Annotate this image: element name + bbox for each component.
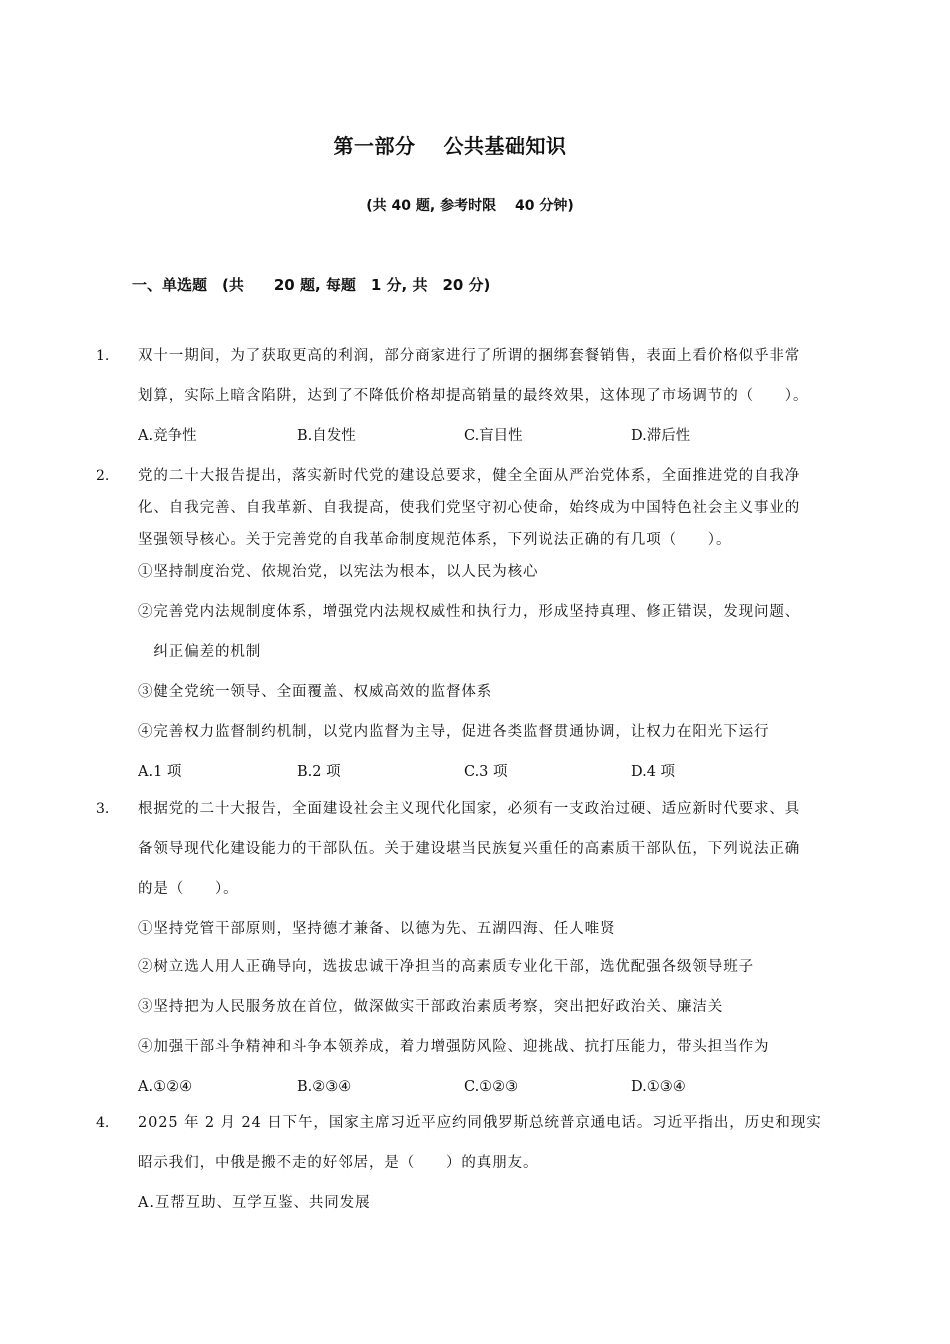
statement-1: ①坚持党管干部原则，坚持德才兼备、以德为先、五湖四海、任人唯贤 — [138, 921, 616, 937]
option-a: A.①②④ — [138, 1079, 193, 1095]
options-row — [138, 416, 838, 456]
part-title: 第一部分 公共基础知识 — [333, 134, 567, 158]
question-text-line: 化、自我完善、自我革新、自我提高，使我们党坚守初心使命，始终成为中国特色社会主义事业的 — [138, 500, 801, 516]
option-d: D.①③④ — [631, 1079, 686, 1095]
question-number: 4. — [96, 1115, 110, 1131]
option-b: B.2 项 — [297, 764, 341, 780]
options-row — [138, 752, 838, 792]
option-a: A.竞争性 — [138, 428, 197, 444]
statement-4: ④加强干部斗争精神和斗争本领养成，着力增强防风险、迎挑战、抗打压能力，带头担当作为 — [138, 1039, 770, 1055]
statement-4: ④完善权力监督制约机制，以党内监督为主导，促进各类监督贯通协调，让权力在阳光下运行 — [138, 724, 770, 740]
statement-2: ②树立选人用人正确导向，选拔忠诚干净担当的高素质专业化干部，选优配强各级领导班子 — [138, 959, 754, 975]
question-text-line: 划算，实际上暗含陷阱，达到了不降低价格却提高销量的最终效果，这体现了市场调节的（ ）。 — [138, 388, 809, 404]
question-text-line: 备领导现代化建设能力的干部队伍。关于建设堪当民族复兴重任的高素质干部队伍，下列说法正确 — [138, 841, 801, 857]
option-b: B.自发性 — [297, 428, 356, 444]
question-number: 2. — [96, 468, 110, 484]
section-heading: 一、单选题 (共 20 题, 每题 1 分, 共 20 分) — [132, 276, 491, 294]
option-a: A.1 项 — [138, 764, 182, 780]
option-c: C.3 项 — [464, 764, 508, 780]
statement-3: ③坚持把为人民服务放在首位，做深做实干部政治素质考察，突出把好政治关、廉洁关 — [138, 999, 724, 1015]
question-number: 3. — [96, 801, 110, 817]
question-text-line: 2025 年 2 月 24 日下午，国家主席习近平应约同俄罗斯总统普京通电话。习近平指出，历史和现实 — [138, 1115, 822, 1131]
question-text-line: 坚强领导核心。关于完善党的自我革命制度规范体系，下列说法正确的有几项（ ）。 — [138, 532, 732, 548]
option-d: D.4 项 — [631, 764, 676, 780]
option-b: B.②③④ — [297, 1079, 352, 1095]
question-text-line: 昭示我们，中俄是搬不走的好邻居，是（ ）的真朋友。 — [138, 1155, 539, 1171]
statement-1: ①坚持制度治党、依规治党，以宪法为根本，以人民为核心 — [138, 564, 539, 580]
question-text-line: 党的二十大报告提出，落实新时代党的建设总要求，健全全面从严治党体系，全面推进党的自我净 — [138, 468, 801, 484]
statement-2-continued: 纠正偏差的机制 — [138, 644, 262, 660]
part-subtitle: (共 40 题, 参考时限 40 分钟) — [366, 198, 574, 214]
option-a: A.互帮互助、互学互鉴、共同发展 — [138, 1195, 371, 1211]
statement-3: ③健全党统一领导、全面覆盖、权威高效的监督体系 — [138, 684, 493, 700]
question-text-line: 双十一期间，为了获取更高的利润，部分商家进行了所谓的捆绑套餐销售，表面上看价格似乎非常 — [138, 348, 801, 364]
statement-2: ②完善党内法规制度体系，增强党内法规权威性和执行力，形成坚持真理、修正错误，发现问题、 — [138, 604, 801, 620]
question-number: 1. — [96, 348, 110, 364]
question-text-line: 根据党的二十大报告，全面建设社会主义现代化国家，必须有一支政治过硬、适应新时代要求、具 — [138, 801, 801, 817]
question-text-line: 的是（ ）。 — [138, 881, 239, 897]
options-row — [138, 1067, 838, 1107]
option-c: C.盲目性 — [464, 428, 523, 444]
option-c: C.①②③ — [464, 1079, 519, 1095]
option-d: D.滞后性 — [631, 428, 691, 444]
